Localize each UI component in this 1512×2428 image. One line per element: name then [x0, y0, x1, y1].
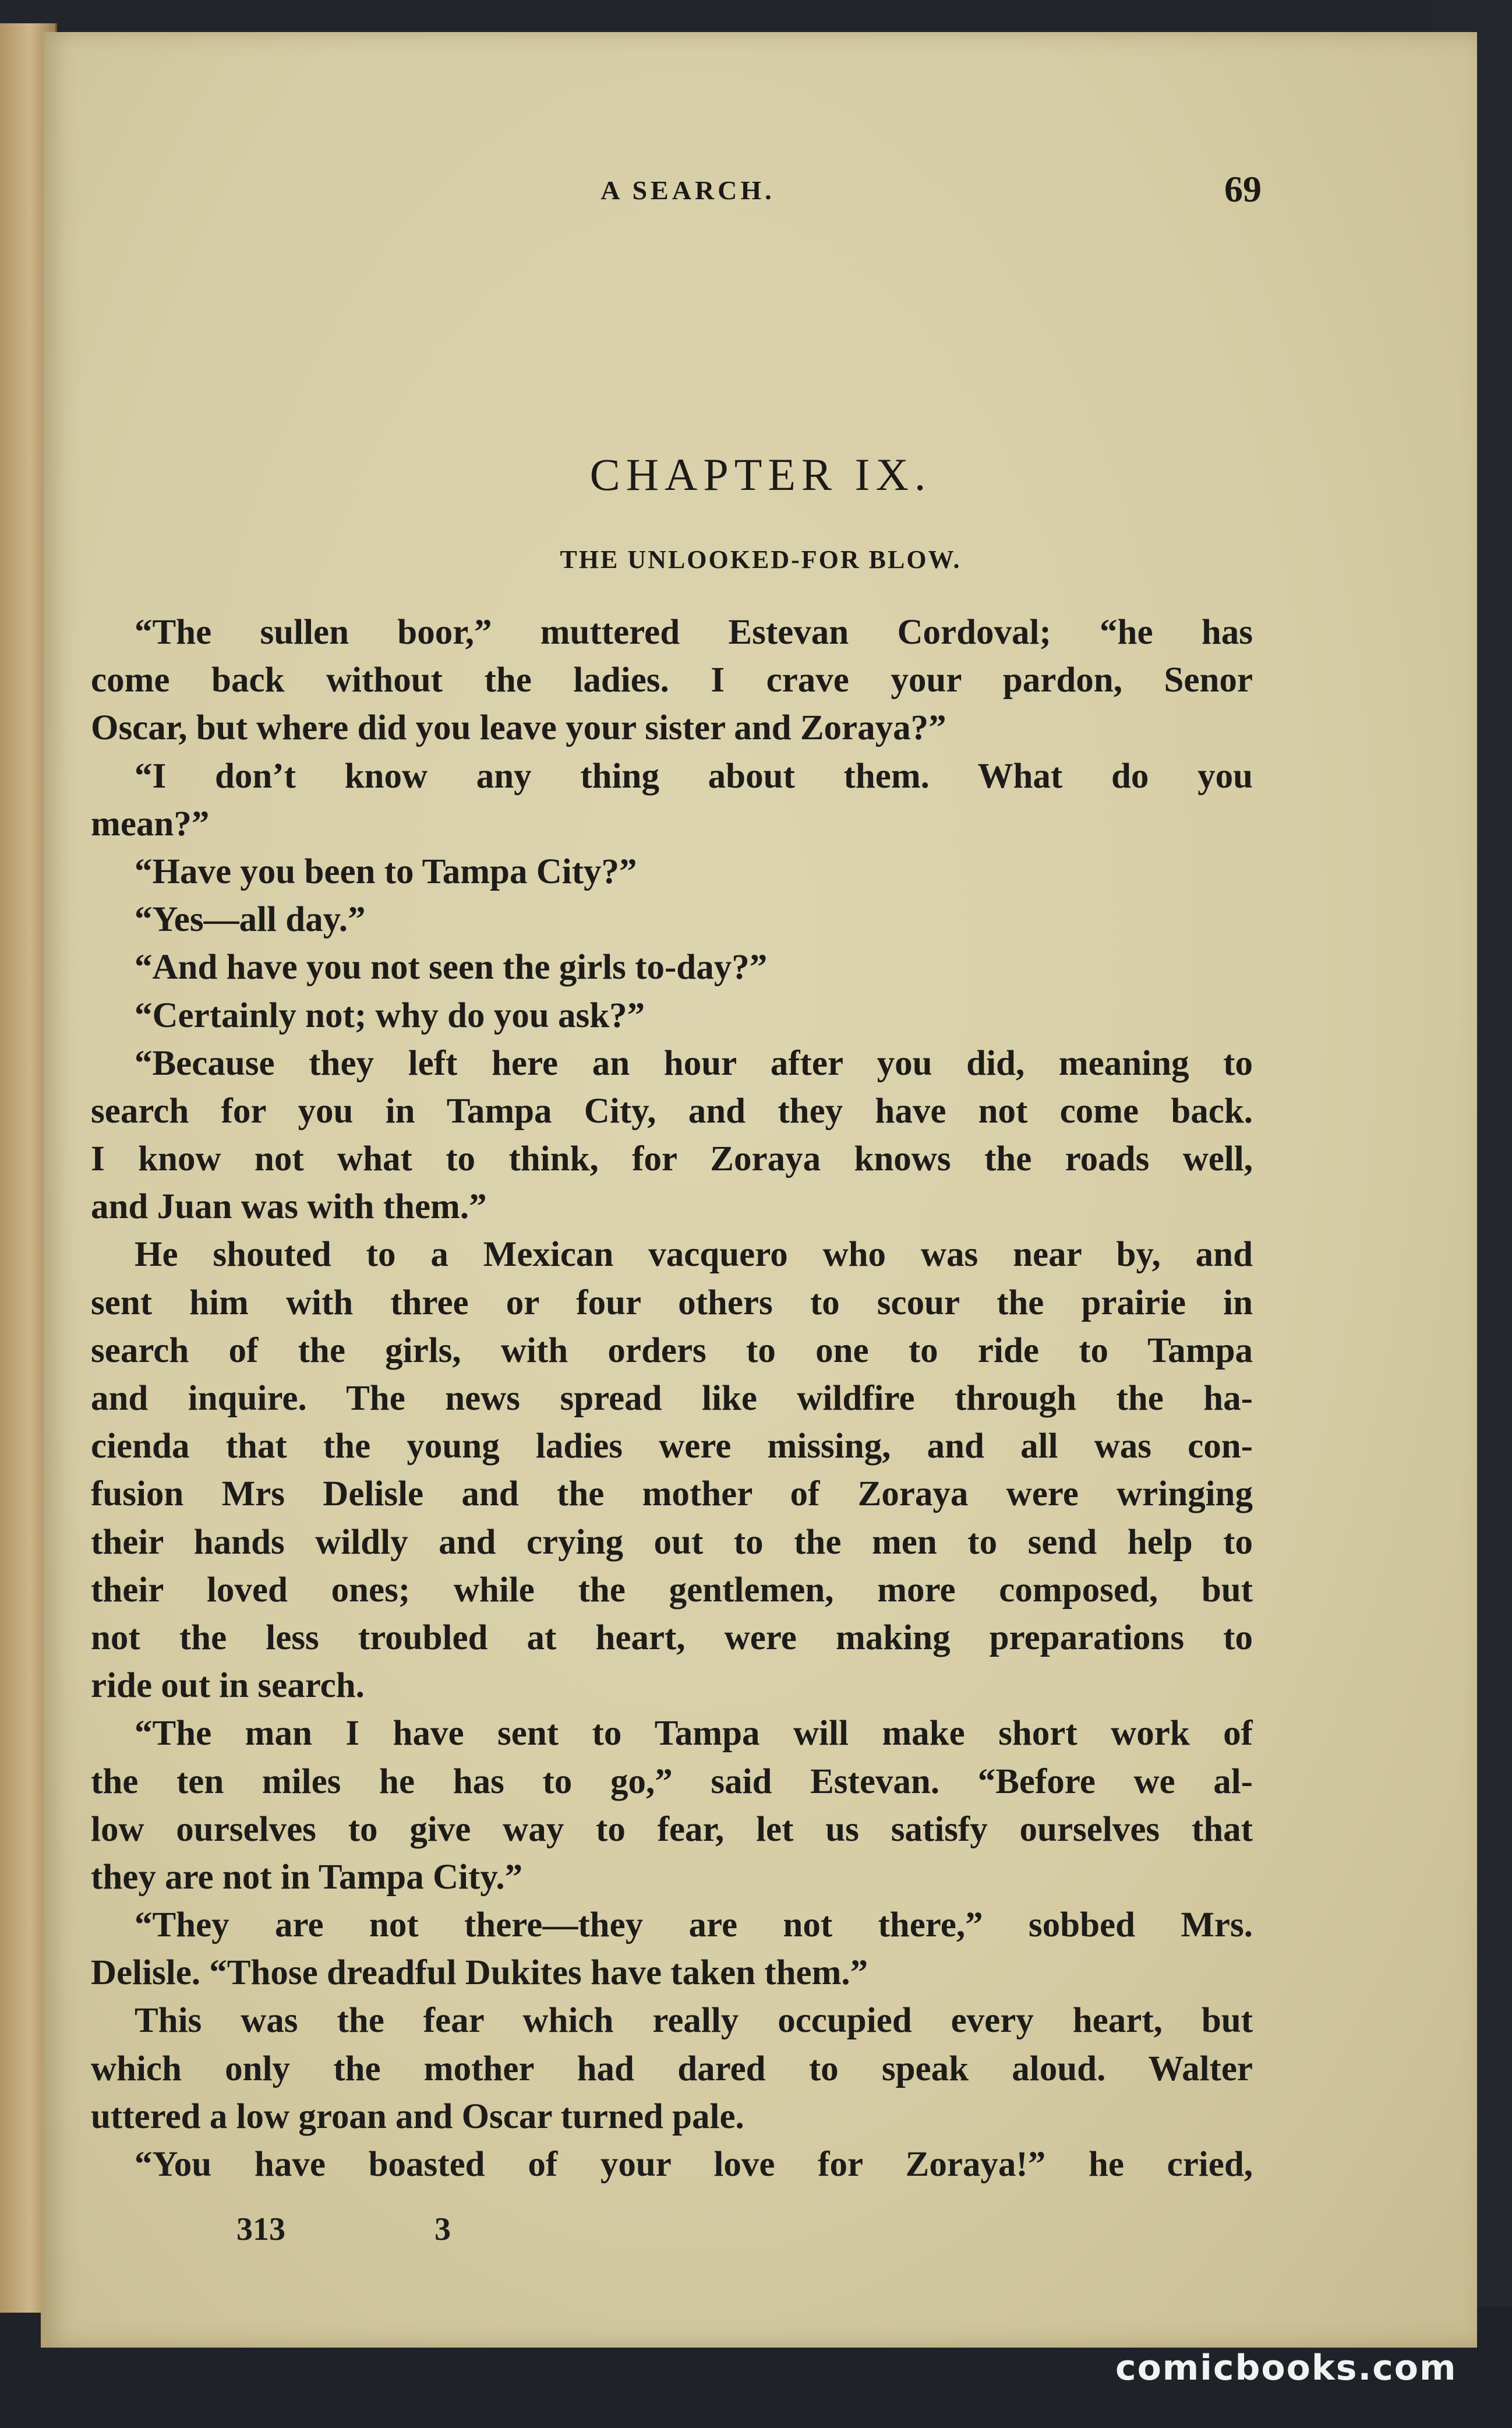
text-line: “And have you not seen the girls to-day?” — [135, 948, 768, 987]
book-page — [41, 32, 1477, 2348]
text-line: which only the mother had dared to speak aloud. Walter — [91, 2049, 1253, 2088]
text-line: This was the fear which really occupied every heart, but — [135, 2001, 1253, 2041]
text-line: “They are not there—they are not there,” sobbed Mrs. — [135, 1905, 1253, 1945]
text-line: uttered a low groan and Oscar turned pale. — [91, 2097, 744, 2136]
text-line: “I don’t know any thing about them. What do you — [135, 756, 1253, 796]
text-line: the ten miles he has to go,” said Estevan. “Before we al- — [91, 1762, 1253, 1801]
text-line: “The sullen boor,” muttered Estevan Cordoval; “he has — [135, 613, 1253, 652]
text-line: low ourselves to give way to fear, let us satisfy ourselves that — [91, 1809, 1253, 1849]
text-line: Delisle. “Those dreadful Dukites have taken them.” — [91, 1953, 868, 1993]
text-line: Oscar, but where did you leave your sister and Zoraya?” — [91, 708, 946, 748]
page-number: 69 — [1224, 168, 1262, 210]
text-line: “The man I have sent to Tampa will make short work of — [135, 1714, 1253, 1753]
text-line: cienda that the young ladies were missing, and all was con- — [91, 1427, 1253, 1466]
text-line: “Certainly not; why do you ask?” — [135, 996, 645, 1035]
text-line: search for you in Tampa City, and they have not come back. — [91, 1091, 1253, 1131]
watermark: comicbooks.com — [1115, 2348, 1457, 2388]
text-line: mean?” — [91, 804, 210, 844]
text-line: search of the girls, with orders to one to ride to Tampa — [91, 1331, 1253, 1370]
signature-letter: 3 — [434, 2211, 451, 2247]
text-line: their hands wildly and crying out to the men to send help to — [91, 1522, 1253, 1562]
text-line: “You have boasted of your love for Zoraya!” he cried, — [135, 2145, 1253, 2184]
text-line: He shouted to a Mexican vacquero who was near by, and — [135, 1235, 1253, 1275]
text-line: and Juan was with them.” — [91, 1187, 487, 1227]
text-line: fusion Mrs Delisle and the mother of Zoraya were wringing — [91, 1474, 1253, 1514]
text-line: not the less troubled at heart, were making preparations to — [91, 1618, 1253, 1657]
text-line: “Yes—all day.” — [135, 900, 366, 940]
text-line: I know not what to think, for Zoraya knows the roads well, — [91, 1139, 1253, 1179]
chapter-subtitle: THE UNLOOKED-FOR BLOW. — [560, 545, 962, 574]
text-line: their loved ones; while the gentlemen, more composed, but — [91, 1570, 1253, 1610]
text-line: come back without the ladies. I crave your pardon, Senor — [91, 661, 1253, 700]
chapter-title: CHAPTER IX. — [589, 449, 932, 500]
text-line: ride out in search. — [91, 1666, 365, 1706]
signature-number: 313 — [236, 2211, 285, 2247]
text-line: they are not in Tampa City.” — [91, 1857, 523, 1897]
page-header — [44, 168, 1477, 221]
text-line: “Because they left here an hour after you did, meaning to — [135, 1043, 1253, 1083]
text-line: “Have you been to Tampa City?” — [135, 852, 637, 891]
body-text — [91, 609, 1253, 2189]
text-line: sent him with three or four others to scour the prairie in — [91, 1283, 1253, 1322]
printer-signature — [236, 2211, 761, 2257]
running-head: A SEARCH. — [600, 175, 775, 205]
text-line: and inquire. The news spread like wildfire through the ha- — [91, 1379, 1253, 1418]
